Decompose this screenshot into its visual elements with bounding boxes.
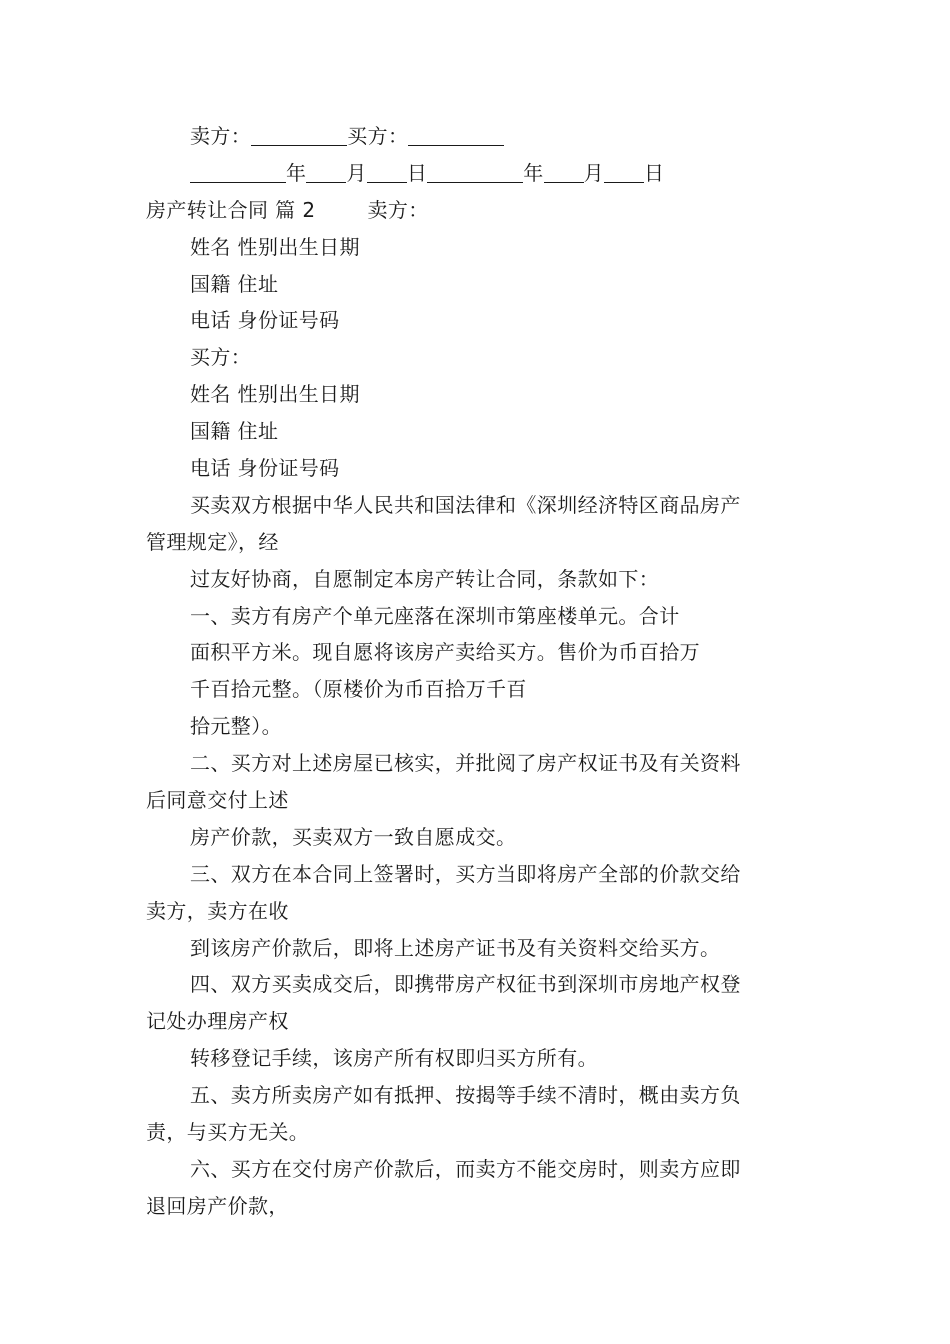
- buyer-day-blank: [604, 160, 644, 183]
- intro-paragraph: 管理规定》，经: [146, 529, 279, 554]
- clause-3: 卖方，卖方在收: [146, 898, 289, 923]
- seller-year-blank: [190, 160, 286, 183]
- month-label: 月: [583, 160, 605, 185]
- seller-sign-label: 卖方：: [190, 124, 252, 148]
- seller-field-row: 姓名 性别出生日期: [190, 234, 360, 259]
- clause-2: 房产价款，买卖双方一致自愿成交。: [190, 824, 517, 849]
- year-label: 年: [286, 160, 307, 185]
- clause-1: 千百拾元整。（原楼价为币百拾万千百: [190, 677, 527, 702]
- day-label: 日: [406, 160, 428, 185]
- buyer-month-blank: [544, 160, 584, 183]
- clause-1: 拾元整）。: [190, 714, 282, 739]
- contract-text: [146, 118, 810, 1225]
- buyer-sign-label: 买方：: [347, 124, 409, 148]
- clause-3: 到该房产价款后，即将上述房产证书及有关资料交给买方。: [190, 935, 721, 960]
- buyer-label: 买方：: [190, 345, 252, 370]
- clause-2: 二、买方对上述房屋已核实，并批阅了房产权证书及有关资料: [190, 751, 741, 776]
- heading-seller-label: 卖方：: [367, 197, 429, 222]
- clause-4: 记处办理房产权: [146, 1009, 289, 1034]
- day-label: 日: [644, 160, 665, 185]
- clause-3: 三、双方在本合同上签署时，买方当即将房产全部的价款交给: [190, 861, 741, 886]
- seller-field-row: 国籍 住址: [190, 271, 279, 296]
- buyer-field-row: 姓名 性别出生日期: [190, 382, 360, 407]
- intro-paragraph: 买卖双方根据中华人民共和国法律和《深圳经济特区商品房产: [190, 492, 741, 517]
- seller-month-blank: [306, 160, 346, 183]
- clause-6: 退回房产价款，: [146, 1193, 289, 1218]
- contract-title: 房产转让合同 篇 2: [146, 197, 316, 222]
- seller-sign-blank: [251, 123, 347, 146]
- date-line: [146, 155, 810, 192]
- contract-heading: [146, 192, 810, 229]
- clause-6: 六、买方在交付房产价款后，而卖方不能交房时，则卖方应即: [190, 1156, 741, 1181]
- month-label: 月: [346, 160, 367, 185]
- year-label: 年: [523, 160, 544, 185]
- clause-2: 后同意交付上述: [146, 788, 289, 813]
- clause-4: 转移登记手续，该房产所有权即归买方所有。: [190, 1046, 598, 1071]
- seller-field-row: 电话 身份证号码: [190, 308, 340, 333]
- buyer-year-blank: [427, 160, 523, 183]
- buyer-field-row: 电话 身份证号码: [190, 456, 340, 481]
- clause-1: 一、卖方有房产个单元座落在深圳市第座楼单元。合计: [190, 603, 680, 628]
- clause-5: 五、卖方所卖房产如有抵押、按揭等手续不清时，概由卖方负: [190, 1083, 741, 1108]
- seller-day-blank: [367, 160, 407, 183]
- clause-5: 责，与买方无关。: [146, 1120, 310, 1145]
- clause-1: 面积平方米。现自愿将该房产卖给买方。售价为币百拾万: [190, 640, 700, 665]
- buyer-field-row: 国籍 住址: [190, 419, 279, 444]
- clause-4: 四、双方买卖成交后，即携带房产权征书到深圳市房地产权登: [190, 972, 741, 997]
- intro-paragraph: 过友好协商，自愿制定本房产转让合同，条款如下：: [190, 566, 660, 591]
- buyer-sign-blank: [408, 123, 504, 146]
- signature-line: [146, 118, 810, 155]
